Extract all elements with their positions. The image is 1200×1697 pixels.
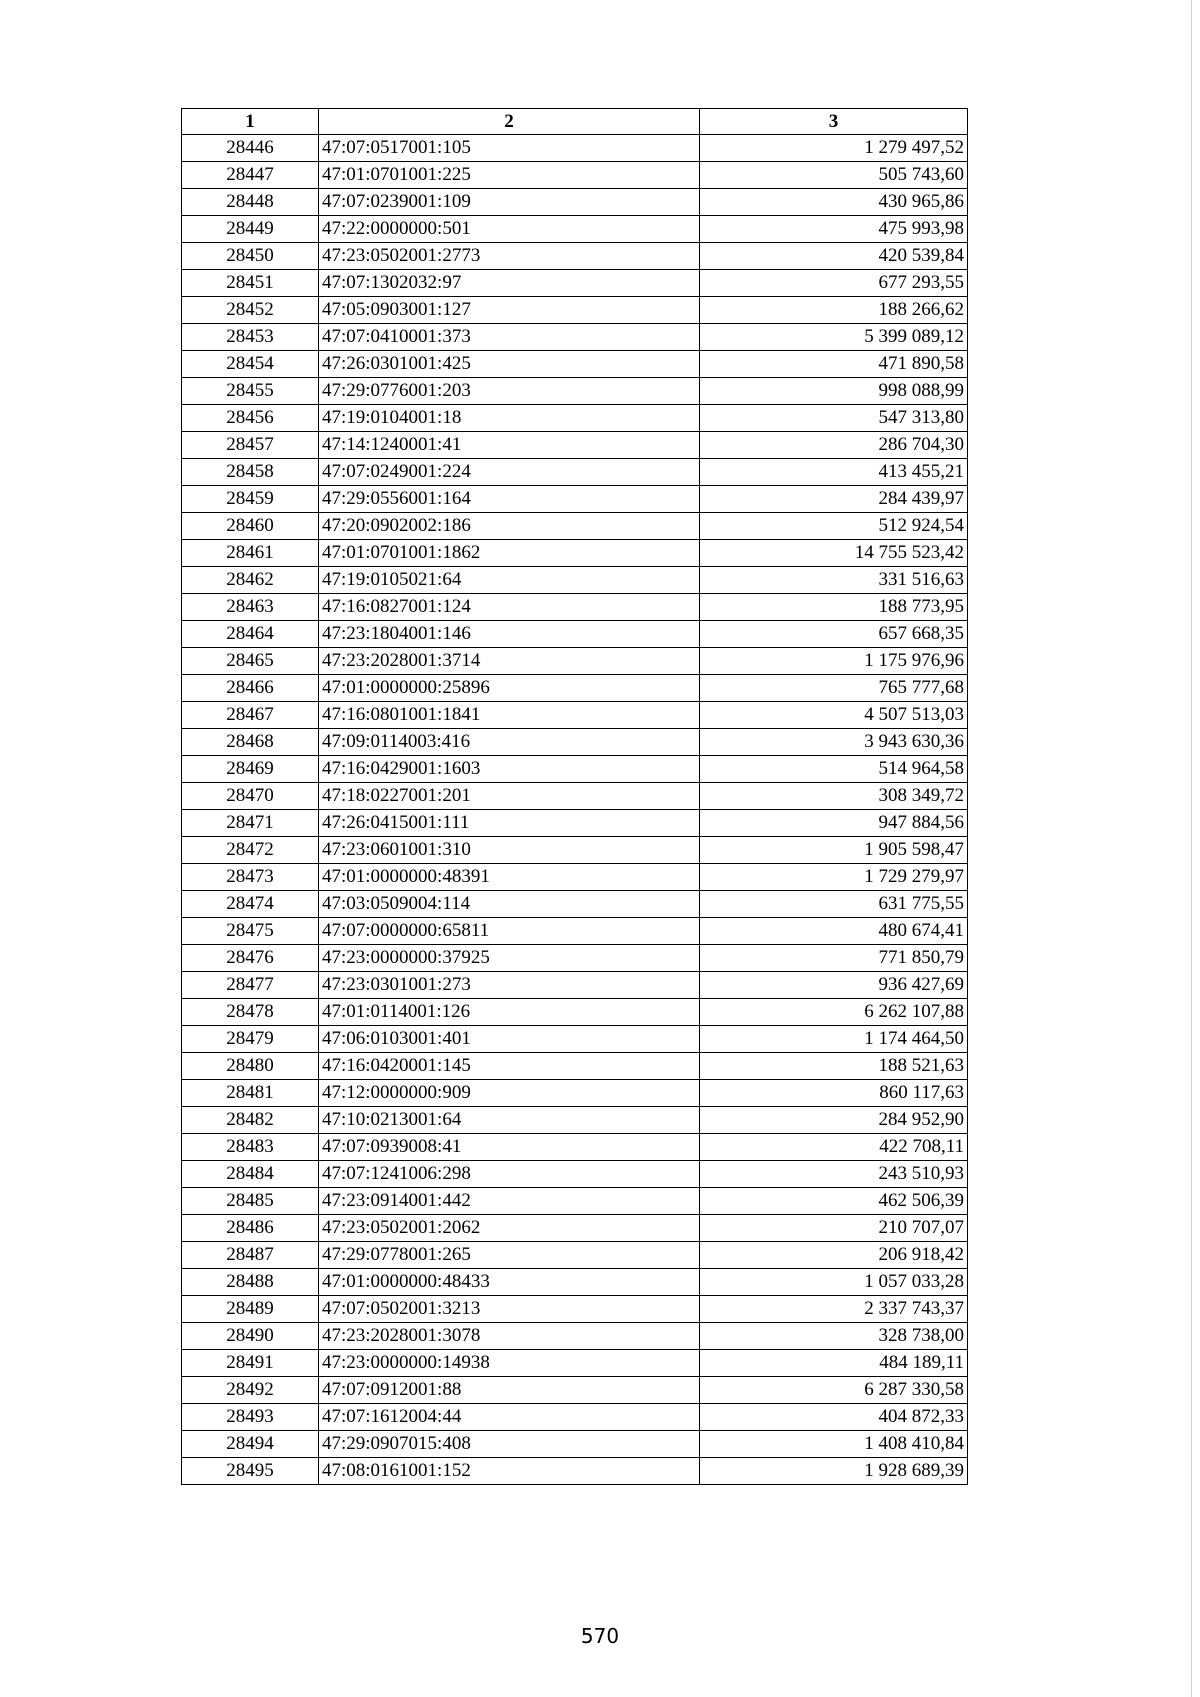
cadastral-value-cell: 284 439,97 [700, 486, 968, 513]
row-number-cell: 28495 [182, 1458, 319, 1485]
row-number-cell: 28457 [182, 432, 319, 459]
table-row [182, 918, 968, 945]
cadastral-number-cell: 47:01:0000000:48391 [319, 864, 700, 891]
table-row [182, 945, 968, 972]
table-row [182, 1107, 968, 1134]
cadastral-number-cell: 47:05:0903001:127 [319, 297, 700, 324]
cadastral-number-cell: 47:16:0801001:1841 [319, 702, 700, 729]
table-row [182, 810, 968, 837]
cadastral-number-cell: 47:18:0227001:201 [319, 783, 700, 810]
cadastral-number-cell: 47:16:0429001:1603 [319, 756, 700, 783]
row-number-cell: 28452 [182, 297, 319, 324]
row-number-cell: 28490 [182, 1323, 319, 1350]
cadastral-number-cell: 47:29:0556001:164 [319, 486, 700, 513]
cadastral-number-cell: 47:23:0502001:2062 [319, 1215, 700, 1242]
cadastral-value-cell: 422 708,11 [700, 1134, 968, 1161]
cadastral-value-cell: 206 918,42 [700, 1242, 968, 1269]
cadastral-number-cell: 47:23:2028001:3078 [319, 1323, 700, 1350]
table-row [182, 999, 968, 1026]
cadastral-number-cell: 47:07:0239001:109 [319, 189, 700, 216]
cadastral-value-cell: 14 755 523,42 [700, 540, 968, 567]
row-number-cell: 28459 [182, 486, 319, 513]
cadastral-number-cell: 47:07:0000000:65811 [319, 918, 700, 945]
table-row [182, 972, 968, 999]
row-number-cell: 28472 [182, 837, 319, 864]
cadastral-value-cell: 512 924,54 [700, 513, 968, 540]
cadastral-number-cell: 47:07:1241006:298 [319, 1161, 700, 1188]
cadastral-number-cell: 47:23:0301001:273 [319, 972, 700, 999]
cadastral-value-cell: 1 279 497,52 [700, 135, 968, 162]
cadastral-number-cell: 47:01:0000000:48433 [319, 1269, 700, 1296]
table-row [182, 1404, 968, 1431]
row-number-cell: 28475 [182, 918, 319, 945]
table-row [182, 756, 968, 783]
cadastral-value-cell: 331 516,63 [700, 567, 968, 594]
page-edge-line [1191, 0, 1192, 1697]
table-row [182, 1188, 968, 1215]
column-header-number: 1 [182, 109, 319, 135]
table-body [182, 135, 968, 1485]
cadastral-number-cell: 47:07:0517001:105 [319, 135, 700, 162]
cadastral-number-cell: 47:29:0907015:408 [319, 1431, 700, 1458]
column-header-value: 3 [700, 109, 968, 135]
cadastral-number-cell: 47:07:0912001:88 [319, 1377, 700, 1404]
table-row [182, 243, 968, 270]
cadastral-number-cell: 47:07:0502001:3213 [319, 1296, 700, 1323]
table-row [182, 891, 968, 918]
row-number-cell: 28473 [182, 864, 319, 891]
cadastral-number-cell: 47:23:2028001:3714 [319, 648, 700, 675]
cadastral-number-cell: 47:19:0104001:18 [319, 405, 700, 432]
cadastral-value-cell: 471 890,58 [700, 351, 968, 378]
row-number-cell: 28462 [182, 567, 319, 594]
table-row [182, 540, 968, 567]
row-number-cell: 28451 [182, 270, 319, 297]
table-row [182, 1215, 968, 1242]
cadastral-number-cell: 47:01:0000000:25896 [319, 675, 700, 702]
cadastral-value-cell: 1 175 976,96 [700, 648, 968, 675]
row-number-cell: 28455 [182, 378, 319, 405]
cadastral-value-cell: 413 455,21 [700, 459, 968, 486]
cadastral-value-cell: 2 337 743,37 [700, 1296, 968, 1323]
cadastral-value-cell: 547 313,80 [700, 405, 968, 432]
cadastral-value-cell: 998 088,99 [700, 378, 968, 405]
cadastral-value-cell: 6 262 107,88 [700, 999, 968, 1026]
cadastral-number-cell: 47:08:0161001:152 [319, 1458, 700, 1485]
cadastral-number-cell: 47:29:0778001:265 [319, 1242, 700, 1269]
cadastral-number-cell: 47:07:1612004:44 [319, 1404, 700, 1431]
table-row [182, 675, 968, 702]
table-row [182, 135, 968, 162]
cadastral-value-cell: 631 775,55 [700, 891, 968, 918]
cadastral-number-cell: 47:09:0114003:416 [319, 729, 700, 756]
cadastral-value-cell: 188 521,63 [700, 1053, 968, 1080]
page-number: 570 [580, 1624, 620, 1648]
cadastral-value-cell: 475 993,98 [700, 216, 968, 243]
cadastral-number-cell: 47:12:0000000:909 [319, 1080, 700, 1107]
cadastral-value-cell: 860 117,63 [700, 1080, 968, 1107]
table-row [182, 783, 968, 810]
cadastral-value-cell: 6 287 330,58 [700, 1377, 968, 1404]
row-number-cell: 28474 [182, 891, 319, 918]
cadastral-value-cell: 210 707,07 [700, 1215, 968, 1242]
cadastral-value-cell: 1 905 598,47 [700, 837, 968, 864]
table-row [182, 594, 968, 621]
cadastral-number-cell: 47:23:0000000:37925 [319, 945, 700, 972]
table-row [182, 1323, 968, 1350]
table-row [182, 432, 968, 459]
table-row [182, 1269, 968, 1296]
table-row [182, 837, 968, 864]
table-row [182, 1053, 968, 1080]
cadastral-number-cell: 47:14:1240001:41 [319, 432, 700, 459]
row-number-cell: 28469 [182, 756, 319, 783]
row-number-cell: 28449 [182, 216, 319, 243]
cadastral-number-cell: 47:01:0114001:126 [319, 999, 700, 1026]
row-number-cell: 28450 [182, 243, 319, 270]
cadastral-value-cell: 328 738,00 [700, 1323, 968, 1350]
row-number-cell: 28489 [182, 1296, 319, 1323]
cadastral-value-cell: 765 777,68 [700, 675, 968, 702]
cadastral-value-cell: 484 189,11 [700, 1350, 968, 1377]
cadastral-number-cell: 47:22:0000000:501 [319, 216, 700, 243]
cadastral-value-cell: 243 510,93 [700, 1161, 968, 1188]
cadastral-value-cell: 430 965,86 [700, 189, 968, 216]
cadastral-number-cell: 47:23:0914001:442 [319, 1188, 700, 1215]
table-row [182, 486, 968, 513]
row-number-cell: 28454 [182, 351, 319, 378]
row-number-cell: 28464 [182, 621, 319, 648]
cadastral-number-cell: 47:23:0601001:310 [319, 837, 700, 864]
cadastral-number-cell: 47:01:0701001:1862 [319, 540, 700, 567]
row-number-cell: 28481 [182, 1080, 319, 1107]
table-row [182, 1431, 968, 1458]
row-number-cell: 28494 [182, 1431, 319, 1458]
cadastral-value-cell: 4 507 513,03 [700, 702, 968, 729]
cadastral-value-cell: 462 506,39 [700, 1188, 968, 1215]
cadastral-value-cell: 505 743,60 [700, 162, 968, 189]
cadastral-value-cell: 936 427,69 [700, 972, 968, 999]
table-row [182, 1458, 968, 1485]
row-number-cell: 28486 [182, 1215, 319, 1242]
cadastral-value-cell: 1 174 464,50 [700, 1026, 968, 1053]
table-row [182, 864, 968, 891]
cadastral-value-cell: 3 943 630,36 [700, 729, 968, 756]
row-number-cell: 28488 [182, 1269, 319, 1296]
table-row [182, 1161, 968, 1188]
cadastral-value-cell: 420 539,84 [700, 243, 968, 270]
table-row [182, 405, 968, 432]
column-header-cadastral-number: 2 [319, 109, 700, 135]
cadastral-value-cell: 1 729 279,97 [700, 864, 968, 891]
row-number-cell: 28468 [182, 729, 319, 756]
cadastral-value-cell: 1 928 689,39 [700, 1458, 968, 1485]
cadastral-number-cell: 47:16:0420001:145 [319, 1053, 700, 1080]
row-number-cell: 28470 [182, 783, 319, 810]
table-row [182, 297, 968, 324]
row-number-cell: 28467 [182, 702, 319, 729]
row-number-cell: 28492 [182, 1377, 319, 1404]
cadastral-number-cell: 47:10:0213001:64 [319, 1107, 700, 1134]
cadastral-number-cell: 47:16:0827001:124 [319, 594, 700, 621]
row-number-cell: 28478 [182, 999, 319, 1026]
row-number-cell: 28446 [182, 135, 319, 162]
row-number-cell: 28453 [182, 324, 319, 351]
cadastral-number-cell: 47:26:0415001:111 [319, 810, 700, 837]
row-number-cell: 28460 [182, 513, 319, 540]
row-number-cell: 28477 [182, 972, 319, 999]
cadastral-value-cell: 188 266,62 [700, 297, 968, 324]
row-number-cell: 28487 [182, 1242, 319, 1269]
row-number-cell: 28483 [182, 1134, 319, 1161]
table-row [182, 621, 968, 648]
table-row [182, 270, 968, 297]
row-number-cell: 28485 [182, 1188, 319, 1215]
cadastral-number-cell: 47:19:0105021:64 [319, 567, 700, 594]
cadastral-number-cell: 47:06:0103001:401 [319, 1026, 700, 1053]
cadastral-value-cell: 1 408 410,84 [700, 1431, 968, 1458]
table-row [182, 1026, 968, 1053]
cadastral-number-cell: 47:07:0939008:41 [319, 1134, 700, 1161]
table-row [182, 1134, 968, 1161]
cadastral-value-cell: 771 850,79 [700, 945, 968, 972]
cadastral-number-cell: 47:01:0701001:225 [319, 162, 700, 189]
cadastral-number-cell: 47:29:0776001:203 [319, 378, 700, 405]
table-row [182, 702, 968, 729]
cadastral-value-cell: 947 884,56 [700, 810, 968, 837]
cadastral-number-cell: 47:23:1804001:146 [319, 621, 700, 648]
row-number-cell: 28448 [182, 189, 319, 216]
row-number-cell: 28461 [182, 540, 319, 567]
table-row [182, 351, 968, 378]
table-row [182, 1080, 968, 1107]
cadastral-value-table [181, 108, 968, 1485]
cadastral-value-cell: 480 674,41 [700, 918, 968, 945]
row-number-cell: 28479 [182, 1026, 319, 1053]
table-row [182, 648, 968, 675]
cadastral-number-cell: 47:07:0410001:373 [319, 324, 700, 351]
row-number-cell: 28480 [182, 1053, 319, 1080]
table-row [182, 1242, 968, 1269]
row-number-cell: 28447 [182, 162, 319, 189]
cadastral-value-cell: 514 964,58 [700, 756, 968, 783]
cadastral-value-cell: 308 349,72 [700, 783, 968, 810]
row-number-cell: 28471 [182, 810, 319, 837]
table-row [182, 1377, 968, 1404]
cadastral-value-cell: 657 668,35 [700, 621, 968, 648]
table-row [182, 513, 968, 540]
cadastral-number-cell: 47:26:0301001:425 [319, 351, 700, 378]
cadastral-number-cell: 47:20:0902002:186 [319, 513, 700, 540]
table-row [182, 1296, 968, 1323]
row-number-cell: 28458 [182, 459, 319, 486]
row-number-cell: 28491 [182, 1350, 319, 1377]
cadastral-number-cell: 47:23:0000000:14938 [319, 1350, 700, 1377]
row-number-cell: 28476 [182, 945, 319, 972]
cadastral-value-cell: 188 773,95 [700, 594, 968, 621]
table-row [182, 729, 968, 756]
row-number-cell: 28456 [182, 405, 319, 432]
table-row [182, 459, 968, 486]
cadastral-value-cell: 284 952,90 [700, 1107, 968, 1134]
table-header-row [182, 109, 968, 135]
table-row [182, 216, 968, 243]
row-number-cell: 28465 [182, 648, 319, 675]
cadastral-value-cell: 404 872,33 [700, 1404, 968, 1431]
table-row [182, 567, 968, 594]
row-number-cell: 28493 [182, 1404, 319, 1431]
row-number-cell: 28484 [182, 1161, 319, 1188]
cadastral-number-cell: 47:03:0509004:114 [319, 891, 700, 918]
cadastral-value-cell: 286 704,30 [700, 432, 968, 459]
row-number-cell: 28482 [182, 1107, 319, 1134]
table-row [182, 162, 968, 189]
row-number-cell: 28466 [182, 675, 319, 702]
table-row [182, 378, 968, 405]
cadastral-value-cell: 677 293,55 [700, 270, 968, 297]
cadastral-number-cell: 47:23:0502001:2773 [319, 243, 700, 270]
table-row [182, 1350, 968, 1377]
cadastral-number-cell: 47:07:1302032:97 [319, 270, 700, 297]
cadastral-value-cell: 1 057 033,28 [700, 1269, 968, 1296]
row-number-cell: 28463 [182, 594, 319, 621]
cadastral-value-cell: 5 399 089,12 [700, 324, 968, 351]
table-row [182, 324, 968, 351]
table-row [182, 189, 968, 216]
cadastral-number-cell: 47:07:0249001:224 [319, 459, 700, 486]
